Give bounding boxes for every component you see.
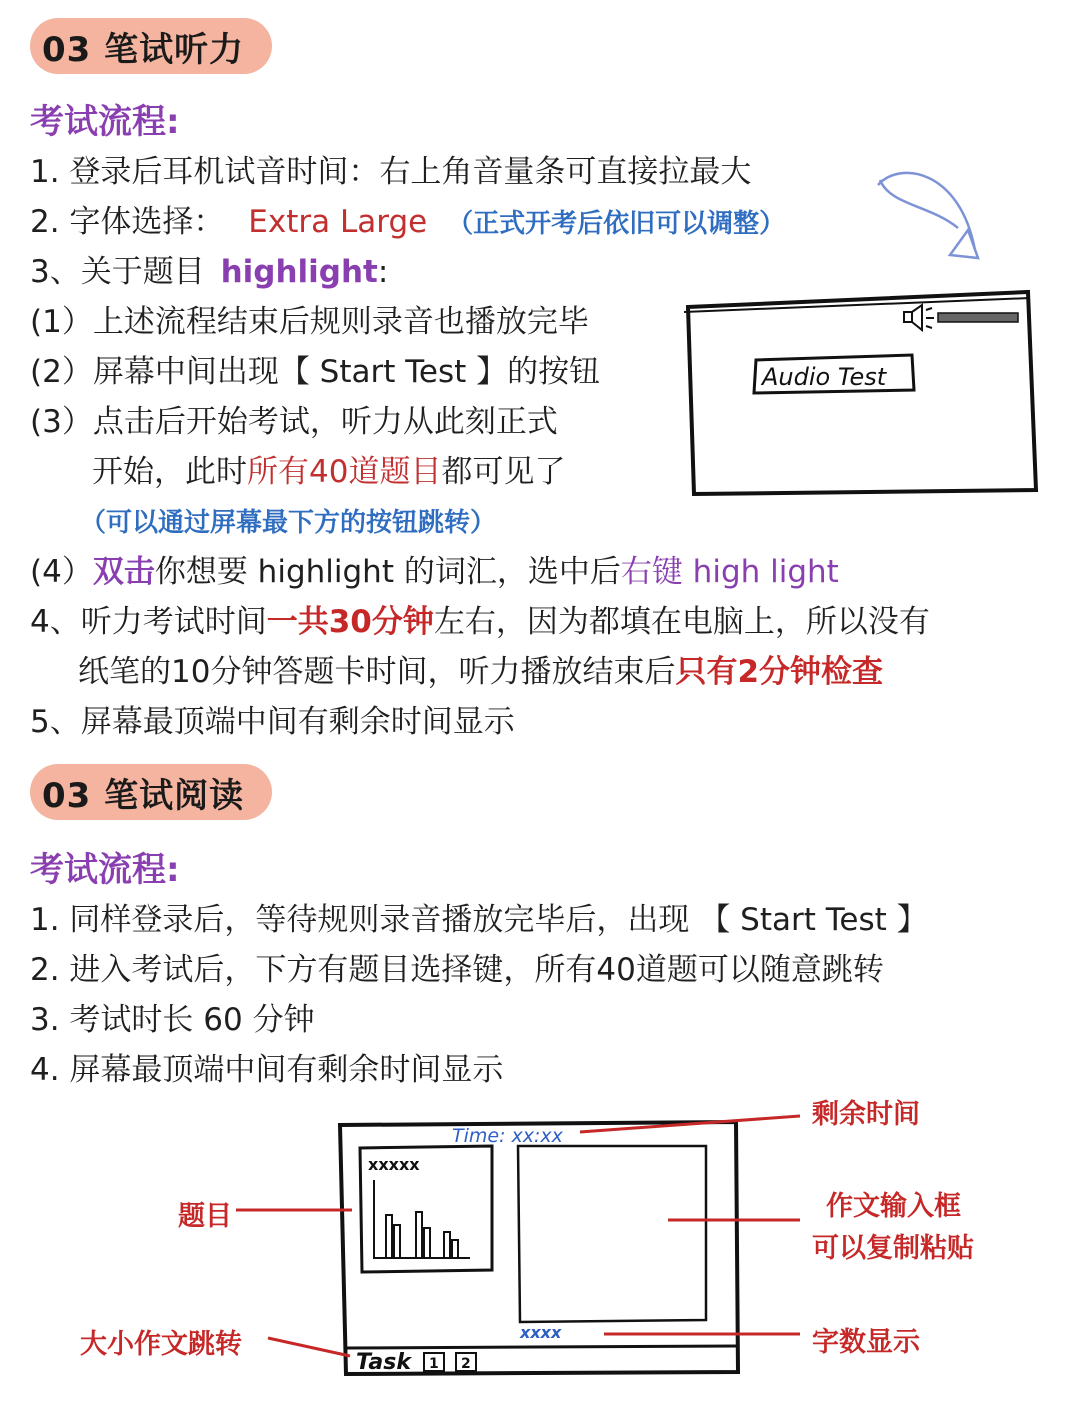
section2-badge-text: 03 笔试阅读 bbox=[42, 775, 245, 816]
s1-sub3b bbox=[92, 446, 565, 491]
s1-line3-prefix: 3、关于题目 bbox=[30, 254, 205, 290]
s1-line2-note: （正式开考后依旧可以调整） bbox=[447, 209, 786, 239]
section2-heading: 考试流程: bbox=[30, 850, 180, 890]
s1-line5: 5、屏幕最顶端中间有剩余时间显示 bbox=[30, 704, 515, 740]
s2-line3: 3. 考试时长 60 分钟 bbox=[30, 1002, 315, 1038]
label-essay-line2: 可以复制粘贴 bbox=[812, 1233, 974, 1264]
s1-font-size-value: Extra Large bbox=[248, 204, 428, 240]
section1-badge bbox=[30, 18, 272, 74]
s2-line2: 2. 进入考试后，下方有题目选择键，所有40道题可以随意跳转 bbox=[30, 952, 884, 988]
s2-line4: 4. 屏幕最顶端中间有剩余时间显示 bbox=[30, 1052, 504, 1088]
s1-sub3-note: （可以通过屏幕最下方的按钮跳转） bbox=[80, 508, 497, 538]
label-essay-line1: 作文输入框 bbox=[826, 1191, 961, 1222]
s1-line4-prefix: 4、听力考试时间 bbox=[30, 604, 267, 640]
s1-line4-suffix: 左右，因为都填在电脑上，所以没有 bbox=[433, 604, 930, 640]
section1-badge-text: 03 笔试听力 bbox=[42, 29, 245, 70]
s1-sub1: (1）上述流程结束后规则录音也播放完毕 bbox=[30, 304, 589, 340]
s1-sub3b-prefix: 开始，此时 bbox=[92, 454, 247, 490]
s1-sub3b-highlight: 所有40道题目 bbox=[247, 454, 442, 490]
volume-bar bbox=[938, 313, 1018, 322]
s1-line2 bbox=[30, 196, 785, 241]
task-button-2 bbox=[456, 1353, 476, 1371]
s1-sub4-highlight: 右键 high light bbox=[620, 554, 839, 590]
svg-text:1: 1 bbox=[429, 1356, 439, 1372]
s1-sub4-prefix: (4） bbox=[30, 554, 93, 590]
svg-text:2: 2 bbox=[461, 1356, 471, 1372]
section2-badge bbox=[30, 764, 272, 820]
speaker-icon bbox=[904, 305, 934, 330]
s1-line3-keyword: highlight bbox=[220, 254, 378, 290]
timer-text: Time: xx:xx bbox=[452, 1125, 563, 1147]
task-label: Task bbox=[356, 1350, 411, 1375]
s1-sub4-mid: 你想要 highlight 的词汇，选中后 bbox=[154, 554, 621, 590]
mini-chart-icon bbox=[374, 1180, 470, 1258]
s1-sub4-bold: 双击 bbox=[92, 554, 155, 590]
sketch-writing-frame bbox=[340, 1122, 738, 1374]
s1-line3-suffix: : bbox=[377, 254, 389, 290]
label-task-switch: 大小作文跳转 bbox=[80, 1329, 242, 1360]
s2-line1: 1. 同样登录后，等待规则录音播放完毕后，出现 【 Start Test 】 bbox=[30, 902, 928, 938]
audio-test-button-label: Audio Test bbox=[762, 363, 887, 391]
s1-sub3b-suffix: 都可见了 bbox=[441, 454, 566, 490]
s1-sub3: (3）点击后开始考试，听力从此刻正式 bbox=[30, 404, 558, 440]
curved-arrow-icon bbox=[878, 173, 975, 250]
label-question: 题目 bbox=[178, 1201, 232, 1232]
s1-line1: 1. 登录后耳机试音时间：右上角音量条可直接拉最大 bbox=[30, 154, 752, 190]
pointer-lines bbox=[236, 1116, 800, 1356]
label-remaining-time: 剩余时间 bbox=[812, 1099, 920, 1130]
sketch-screen-frame bbox=[688, 292, 1036, 494]
s1-line2-prefix: 2. 字体选择： bbox=[30, 204, 225, 240]
s1-line3 bbox=[30, 246, 388, 291]
s1-sub4 bbox=[30, 546, 839, 591]
chart-title-text: xxxxx bbox=[368, 1155, 420, 1174]
section1-heading: 考试流程: bbox=[30, 102, 180, 142]
question-panel bbox=[360, 1146, 492, 1272]
s1-line4-bold: 一共30分钟 bbox=[266, 604, 434, 640]
audio-test-button-frame bbox=[754, 355, 914, 393]
s1-line4b-prefix: 纸笔的10分钟答题卡时间，听力播放结束后 bbox=[78, 654, 676, 690]
s1-line4 bbox=[30, 596, 930, 641]
s1-line4b bbox=[78, 646, 883, 691]
word-count-text: xxxx bbox=[520, 1323, 562, 1342]
s1-line4b-bold: 只有2分钟检查 bbox=[675, 654, 884, 690]
essay-input-box bbox=[518, 1146, 706, 1322]
task-button-1 bbox=[424, 1353, 444, 1371]
label-word-count: 字数显示 bbox=[812, 1327, 920, 1358]
s1-sub2: (2）屏幕中间出现【 Start Test 】的按钮 bbox=[30, 354, 601, 390]
